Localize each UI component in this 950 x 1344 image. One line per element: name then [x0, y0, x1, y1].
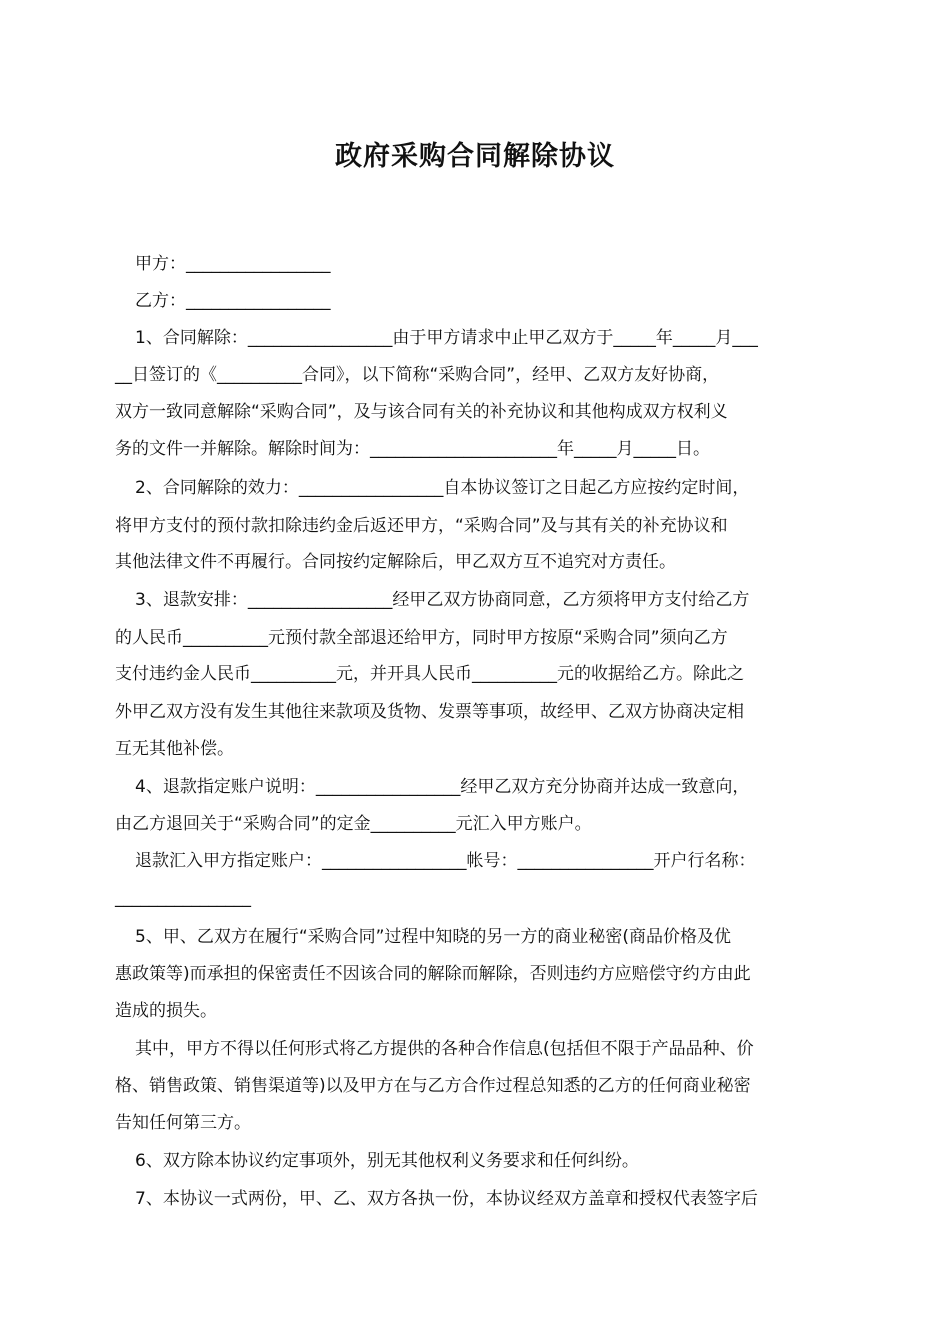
party-b-line: 乙方：_________________ — [135, 291, 331, 311]
confidentiality-line-2: 格、销售政策、销售渠道等)以及甲方在与乙方合作过程总知悉的乙方的任何商业秘密 — [115, 1076, 751, 1096]
clause-3-line-2: 的人民币__________元预付款全部退还给甲方，同时甲方按原“采购合同”须向乙方 — [115, 628, 728, 648]
document-title: 政府采购合同解除协议 — [335, 141, 615, 172]
account-info-line: 退款汇入甲方指定账户：_________________帐号：________________开户行名称： — [135, 851, 756, 871]
clause-2-line-3: 其他法律文件不再履行。合同按约定解除后，甲乙双方互不追究对方责任。 — [115, 552, 676, 572]
clause-1-line-2: __日签订的《__________合同》，以下简称“采购合同”，经甲、乙双方友好协商， — [115, 365, 720, 385]
confidentiality-line-1: 其中，甲方不得以任何形式将乙方提供的各种合作信息(包括但不限于产品品种、价 — [135, 1039, 754, 1059]
clause-3-line-3: 支付违约金人民币__________元，并开具人民币__________元的收据给乙方。除此之 — [115, 664, 744, 684]
clause-2-line-1: 2、合同解除的效力：_________________自本协议签订之日起乙方应按约定时间， — [135, 478, 750, 498]
clause-1-line-1: 1、合同解除：_________________由于甲方请求中止甲乙双方于_____年_____月___ — [135, 328, 758, 348]
party-a-line: 甲方：_________________ — [135, 254, 331, 274]
clause-5-line-2: 惠政策等)而承担的保密责任不因该合同的解除而解除，否则违约方应赔偿守约方由此 — [115, 964, 751, 984]
clause-1-line-3: 双方一致同意解除“采购合同”，及与该合同有关的补充协议和其他构成双方权利义 — [115, 402, 728, 422]
clause-4-line-2: 由乙方退回关于“采购合同”的定金__________元汇入甲方账户。 — [115, 814, 592, 834]
clause-1-line-4: 务的文件一并解除。解除时间为：______________________年_____月_____日。 — [115, 439, 710, 459]
clause-4-line-1: 4、退款指定账户说明：_________________经甲乙双方充分协商并达成一致意向， — [135, 777, 750, 797]
clause-7-line-1: 7、本协议一式两份，甲、乙、双方各执一份，本协议经双方盖章和授权代表签字后 — [135, 1189, 758, 1209]
confidentiality-line-3: 告知任何第三方。 — [115, 1113, 251, 1133]
clause-3-line-1: 3、退款安排：_________________经甲乙双方协商同意，乙方须将甲方支付给乙方 — [135, 590, 750, 610]
clause-3-line-4: 外甲乙双方没有发生其他往来款项及货物、发票等事项，故经甲、乙双方协商决定相 — [115, 702, 744, 722]
clause-5-line-1: 5、甲、乙双方在履行“采购合同”过程中知晓的另一方的商业秘密(商品价格及优 — [135, 927, 732, 947]
clause-6-line-1: 6、双方除本协议约定事项外，别无其他权利义务要求和任何纠纷。 — [135, 1151, 639, 1171]
clause-3-line-5: 互无其他补偿。 — [115, 739, 234, 759]
clause-2-line-2: 将甲方支付的预付款扣除违约金后返还甲方，“采购合同”及与其有关的补充协议和 — [115, 516, 728, 536]
clause-5-line-3: 造成的损失。 — [115, 1001, 217, 1021]
bank-name-blank: ________________ — [115, 888, 251, 908]
